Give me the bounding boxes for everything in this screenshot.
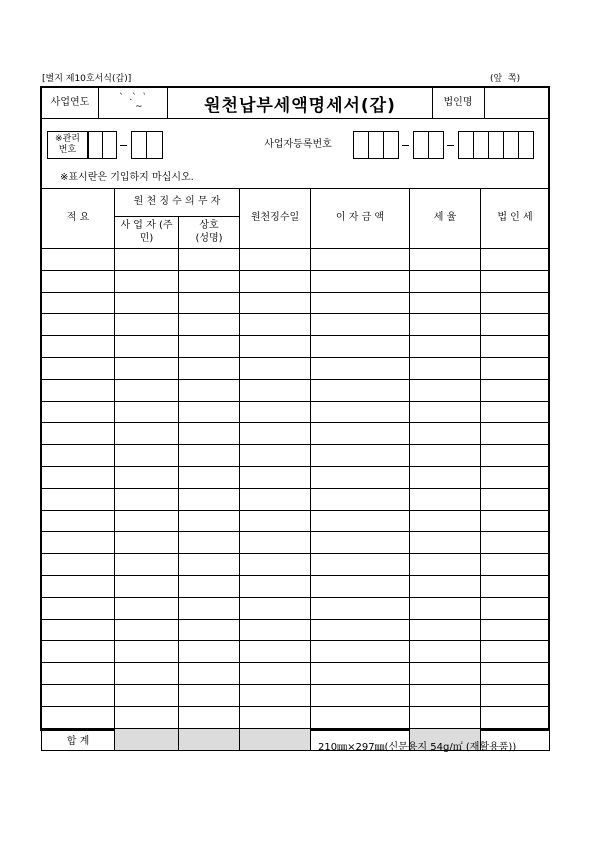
- table-cell[interactable]: [481, 663, 550, 685]
- table-cell[interactable]: [311, 270, 410, 292]
- table-cell[interactable]: [481, 314, 550, 336]
- table-cell[interactable]: [311, 684, 410, 706]
- page-side-label: (앞 쪽): [490, 74, 521, 84]
- table-cell[interactable]: [42, 401, 115, 423]
- table-cell[interactable]: [240, 706, 311, 728]
- table-cell[interactable]: [115, 357, 179, 379]
- table-cell[interactable]: [240, 488, 311, 510]
- table-cell[interactable]: [311, 510, 410, 532]
- table-cell[interactable]: [481, 554, 550, 576]
- table-cell[interactable]: [115, 532, 179, 554]
- table-cell[interactable]: [115, 423, 179, 445]
- table-cell[interactable]: [481, 706, 550, 728]
- divider: [484, 88, 485, 118]
- table-cell[interactable]: [42, 575, 115, 597]
- management-number-digit[interactable]: [146, 131, 163, 159]
- table-cell[interactable]: [481, 575, 550, 597]
- corporation-name-field[interactable]: [486, 90, 546, 116]
- table-cell[interactable]: [410, 684, 481, 706]
- table-cell[interactable]: [410, 619, 481, 641]
- column-header-trade-name: 상호 (성명): [195, 220, 223, 244]
- table-cell[interactable]: [410, 466, 481, 488]
- table-cell[interactable]: [115, 466, 179, 488]
- table-cell[interactable]: [410, 445, 481, 467]
- total-cell[interactable]: [115, 728, 179, 750]
- table-cell[interactable]: [240, 466, 311, 488]
- table-row: [42, 641, 550, 663]
- table-cell[interactable]: [42, 510, 115, 532]
- table-cell[interactable]: [240, 597, 311, 619]
- table-row: [42, 314, 550, 336]
- column-header-business-number: 사 업 자 (주 민): [120, 220, 173, 244]
- table-cell[interactable]: [410, 641, 481, 663]
- table-cell[interactable]: [410, 510, 481, 532]
- table-cell[interactable]: [115, 336, 179, 358]
- table-cell[interactable]: [42, 270, 115, 292]
- table-cell[interactable]: [240, 619, 311, 641]
- table-cell[interactable]: [42, 314, 115, 336]
- table-cell[interactable]: [115, 597, 179, 619]
- registration-digit[interactable]: [368, 131, 384, 159]
- table-cell[interactable]: [311, 663, 410, 685]
- table-cell[interactable]: [179, 379, 240, 401]
- table-cell[interactable]: [311, 488, 410, 510]
- total-cell[interactable]: [240, 728, 311, 750]
- table-row: [42, 401, 550, 423]
- business-year-label: 사업연도: [50, 96, 90, 108]
- table-cell[interactable]: [311, 597, 410, 619]
- table-cell[interactable]: [42, 466, 115, 488]
- table-cell[interactable]: [115, 488, 179, 510]
- table-cell[interactable]: [42, 554, 115, 576]
- table-cell[interactable]: [311, 445, 410, 467]
- table-cell[interactable]: [42, 663, 115, 685]
- table-cell[interactable]: [179, 336, 240, 358]
- table-cell[interactable]: [410, 597, 481, 619]
- total-cell[interactable]: [179, 728, 240, 750]
- table-row: [42, 510, 550, 532]
- table-cell[interactable]: [240, 314, 311, 336]
- table-row: [42, 423, 550, 445]
- registration-digit[interactable]: [488, 131, 504, 159]
- table-cell[interactable]: [179, 488, 240, 510]
- table-cell[interactable]: [179, 466, 240, 488]
- table-cell[interactable]: [481, 684, 550, 706]
- table-cell[interactable]: [179, 597, 240, 619]
- table-cell[interactable]: [42, 532, 115, 554]
- table-cell[interactable]: [179, 423, 240, 445]
- table-row: [42, 488, 550, 510]
- separator-dash: [447, 145, 454, 146]
- table-cell[interactable]: [481, 249, 550, 271]
- table-cell[interactable]: [240, 292, 311, 314]
- table-cell[interactable]: [311, 423, 410, 445]
- business-year-value[interactable]: ` .` ` ~: [119, 93, 147, 112]
- table-row: [42, 292, 550, 314]
- table-cell[interactable]: [311, 619, 410, 641]
- table-cell[interactable]: [42, 292, 115, 314]
- table-row: [42, 357, 550, 379]
- table-cell[interactable]: [410, 488, 481, 510]
- registration-digit[interactable]: [383, 131, 399, 159]
- table-cell[interactable]: [410, 554, 481, 576]
- instruction-note: ※표시란은 기입하지 마십시오.: [60, 172, 194, 183]
- table-row: [42, 597, 550, 619]
- table-cell[interactable]: [115, 706, 179, 728]
- table-cell[interactable]: [115, 292, 179, 314]
- registration-digit[interactable]: [413, 131, 429, 159]
- page-title: 원천납부세액명세서(갑): [204, 95, 396, 116]
- table-cell[interactable]: [481, 597, 550, 619]
- table-cell[interactable]: [240, 663, 311, 685]
- table-cell[interactable]: [410, 357, 481, 379]
- column-header-interest-amount: 이 자 금 액: [335, 212, 385, 224]
- table-cell[interactable]: [115, 684, 179, 706]
- table-cell[interactable]: [179, 619, 240, 641]
- column-header-withholding-date: 원천징수일: [250, 212, 300, 224]
- table-cell[interactable]: [410, 532, 481, 554]
- management-number-digit[interactable]: [102, 131, 117, 159]
- table-cell[interactable]: [115, 379, 179, 401]
- table-cell[interactable]: [311, 532, 410, 554]
- separator-dash: [402, 145, 409, 146]
- table-cell[interactable]: [42, 445, 115, 467]
- column-header-corporate-tax: 법 인 세: [497, 212, 533, 224]
- registration-digit[interactable]: [353, 131, 369, 159]
- table-cell[interactable]: [179, 314, 240, 336]
- table-cell[interactable]: [115, 270, 179, 292]
- table-cell[interactable]: [481, 445, 550, 467]
- table-row: [42, 554, 550, 576]
- table-cell[interactable]: [410, 336, 481, 358]
- table-cell[interactable]: [311, 575, 410, 597]
- registration-digit[interactable]: [503, 131, 519, 159]
- table-cell[interactable]: [311, 379, 410, 401]
- table-cell[interactable]: [179, 663, 240, 685]
- table-cell[interactable]: [179, 401, 240, 423]
- management-number-digit[interactable]: [131, 131, 147, 159]
- table-cell[interactable]: [410, 314, 481, 336]
- table-cell[interactable]: [240, 379, 311, 401]
- column-header-summary: 적 요: [66, 212, 90, 224]
- table-cell[interactable]: [311, 554, 410, 576]
- table-row: [42, 575, 550, 597]
- table-cell[interactable]: [481, 270, 550, 292]
- column-header-withholding-obligor: 원 천 징 수 의 무 자: [133, 196, 221, 208]
- table-cell[interactable]: [42, 488, 115, 510]
- table-cell[interactable]: [481, 336, 550, 358]
- table-cell[interactable]: [115, 619, 179, 641]
- table-cell[interactable]: [42, 706, 115, 728]
- table-cell[interactable]: [115, 641, 179, 663]
- table-cell[interactable]: [410, 423, 481, 445]
- table-cell[interactable]: [115, 249, 179, 271]
- table-row: [42, 336, 550, 358]
- table-cell[interactable]: [115, 510, 179, 532]
- table-row: [42, 379, 550, 401]
- withholding-table: [41, 248, 550, 751]
- table-cell[interactable]: [179, 510, 240, 532]
- table-cell[interactable]: [115, 314, 179, 336]
- table-cell[interactable]: [179, 249, 240, 271]
- table-cell[interactable]: [481, 292, 550, 314]
- table-cell[interactable]: [115, 575, 179, 597]
- table-cell[interactable]: [240, 554, 311, 576]
- table-cell[interactable]: [410, 401, 481, 423]
- table-cell[interactable]: [179, 270, 240, 292]
- table-cell[interactable]: [115, 401, 179, 423]
- table-row: [42, 466, 550, 488]
- registration-digit[interactable]: [473, 131, 489, 159]
- form-id-label: [별지 제10호서식(갑)]: [42, 74, 132, 84]
- table-cell[interactable]: [179, 706, 240, 728]
- table-cell[interactable]: [240, 575, 311, 597]
- table-cell[interactable]: [481, 488, 550, 510]
- table-cell[interactable]: [481, 401, 550, 423]
- table-cell[interactable]: [179, 641, 240, 663]
- table-cell[interactable]: [311, 314, 410, 336]
- table-cell[interactable]: [311, 706, 410, 728]
- table-cell[interactable]: [115, 445, 179, 467]
- table-cell[interactable]: [481, 510, 550, 532]
- table-cell[interactable]: [42, 641, 115, 663]
- table-cell[interactable]: [240, 336, 311, 358]
- table-cell[interactable]: [42, 336, 115, 358]
- table-cell[interactable]: [311, 357, 410, 379]
- management-number-label: ※관리 번호: [55, 134, 80, 155]
- table-cell[interactable]: [240, 684, 311, 706]
- table-cell[interactable]: [240, 423, 311, 445]
- registration-digit[interactable]: [518, 131, 534, 159]
- divider: [41, 118, 549, 119]
- table-cell[interactable]: [481, 466, 550, 488]
- table-cell[interactable]: [240, 510, 311, 532]
- table-row: [42, 532, 550, 554]
- total-label: 합 계: [42, 728, 115, 750]
- table-cell[interactable]: [481, 641, 550, 663]
- separator-dash: [120, 145, 127, 146]
- table-row: [42, 270, 550, 292]
- table-cell[interactable]: [115, 554, 179, 576]
- management-number-digit[interactable]: [88, 131, 103, 159]
- table-cell[interactable]: [179, 684, 240, 706]
- table-cell[interactable]: [311, 249, 410, 271]
- table-cell[interactable]: [311, 466, 410, 488]
- business-registration-number-label: 사업자등록번호: [264, 138, 332, 150]
- table-cell[interactable]: [240, 401, 311, 423]
- table-row: [42, 706, 550, 728]
- table-cell[interactable]: [481, 619, 550, 641]
- table-cell[interactable]: [410, 292, 481, 314]
- table-cell[interactable]: [410, 270, 481, 292]
- table-cell[interactable]: [481, 357, 550, 379]
- table-cell[interactable]: [42, 684, 115, 706]
- registration-digit[interactable]: [458, 131, 474, 159]
- table-cell[interactable]: [311, 292, 410, 314]
- table-cell[interactable]: [410, 575, 481, 597]
- table-cell[interactable]: [115, 663, 179, 685]
- table-row: [42, 684, 550, 706]
- table-row: [42, 663, 550, 685]
- table-cell[interactable]: [179, 445, 240, 467]
- column-header-tax-rate: 세 율: [433, 212, 457, 224]
- table-cell[interactable]: [481, 423, 550, 445]
- table-cell[interactable]: [481, 532, 550, 554]
- table-cell[interactable]: [410, 706, 481, 728]
- table-cell[interactable]: [42, 379, 115, 401]
- table-cell[interactable]: [179, 532, 240, 554]
- table-row: [42, 619, 550, 641]
- table-cell[interactable]: [410, 379, 481, 401]
- table-cell[interactable]: [240, 641, 311, 663]
- table-cell[interactable]: [240, 249, 311, 271]
- table-row: [42, 249, 550, 271]
- table-cell[interactable]: [410, 249, 481, 271]
- table-cell[interactable]: [240, 357, 311, 379]
- table-cell[interactable]: [240, 532, 311, 554]
- table-row: [42, 445, 550, 467]
- table-cell[interactable]: [311, 401, 410, 423]
- registration-digit[interactable]: [428, 131, 444, 159]
- table-cell[interactable]: [42, 357, 115, 379]
- table-cell[interactable]: [311, 641, 410, 663]
- divider: [98, 88, 99, 118]
- corporation-name-label: 법인명: [443, 96, 473, 108]
- table-cell[interactable]: [311, 336, 410, 358]
- table-cell[interactable]: [179, 575, 240, 597]
- table-cell[interactable]: [481, 379, 550, 401]
- table-cell[interactable]: [179, 554, 240, 576]
- table-cell[interactable]: [42, 597, 115, 619]
- table-cell[interactable]: [240, 270, 311, 292]
- table-cell[interactable]: [42, 423, 115, 445]
- table-cell[interactable]: [410, 663, 481, 685]
- table-cell[interactable]: [42, 619, 115, 641]
- table-cell[interactable]: [179, 357, 240, 379]
- table-cell[interactable]: [240, 445, 311, 467]
- table-cell[interactable]: [179, 292, 240, 314]
- table-cell[interactable]: [42, 249, 115, 271]
- paper-spec-footer: 210㎜×297㎜(신문용지 54g/㎡ (재활용품)): [318, 742, 517, 753]
